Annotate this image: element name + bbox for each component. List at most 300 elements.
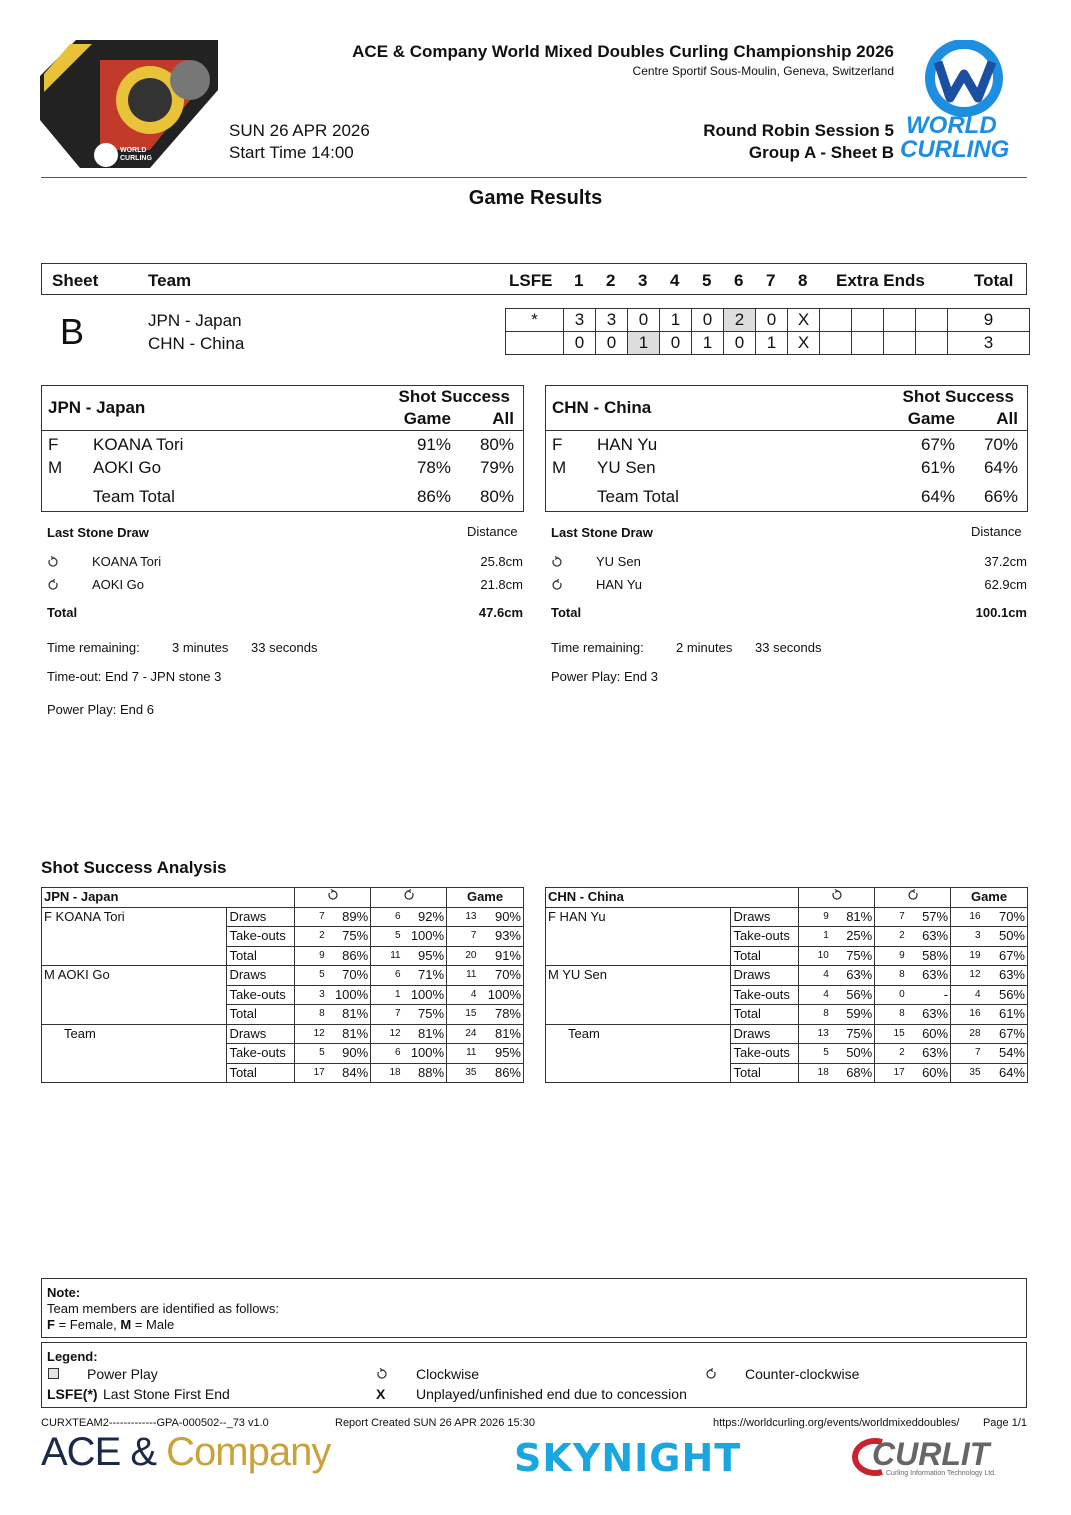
analysis-group-label: F KOANA Tori — [42, 907, 227, 966]
game-count: 16 — [951, 907, 981, 927]
end-header-4: 4 — [670, 271, 680, 290]
team-total-game: 64% — [920, 487, 955, 506]
shot-success-label: Shot Success — [902, 387, 1014, 406]
note-line: Team members are identified as follows: — [47, 1301, 279, 1316]
ccw-pct: 58% — [905, 946, 951, 966]
player-game-pct: 67% — [920, 435, 955, 454]
lsd-player: HAN Yu — [596, 577, 643, 592]
ccw-count: 5 — [371, 927, 401, 947]
analysis-group-label: M YU Sen — [546, 966, 731, 1025]
analysis-shot-type: Total — [731, 1063, 799, 1083]
world-curling-logo — [898, 40, 1030, 166]
score-row — [506, 309, 1030, 332]
game-pct: 67% — [981, 946, 1028, 966]
player-game-pct: 78% — [416, 458, 451, 477]
game-count: 20 — [447, 946, 477, 966]
analysis-shot-type: Total — [227, 1005, 295, 1025]
cw-pct: 89% — [325, 907, 371, 927]
end-score: 0 — [660, 332, 692, 355]
cw-pct: 75% — [325, 927, 371, 947]
world-curling-logo-line2: CURLING — [900, 136, 1010, 163]
sheet-letter: B — [60, 311, 85, 352]
analysis-shot-type: Take-outs — [227, 1044, 295, 1064]
cw-count: 4 — [799, 985, 829, 1005]
legend-clockwise: Clockwise — [416, 1366, 480, 1382]
scoreboard-header — [41, 263, 1027, 295]
game-pct: 70% — [476, 966, 523, 986]
lsd-distance: 62.9cm — [984, 577, 1027, 592]
extra-end — [884, 309, 916, 332]
clockwise-icon — [831, 889, 843, 901]
score-table — [505, 308, 1030, 355]
extra-ends-header: Extra Ends — [836, 271, 925, 290]
player-name: YU Sen — [597, 458, 656, 477]
ccw-pct: 100% — [401, 1044, 447, 1064]
analysis-game-header: Game — [951, 888, 1028, 908]
curlit-logo-text: CURLIT — [872, 1436, 990, 1472]
clockwise-icon — [376, 1368, 388, 1380]
score-row — [506, 332, 1030, 355]
end-score: 0 — [596, 332, 628, 355]
lsd-total-label: Total — [551, 605, 582, 620]
world-curling-logo-line1: WORLD — [906, 112, 997, 139]
cw-count: 9 — [295, 946, 325, 966]
team-box-jpn — [41, 385, 524, 512]
ccw-pct: 75% — [401, 1005, 447, 1025]
lsfe-cell — [506, 332, 564, 355]
lsd-player: YU Sen — [596, 554, 641, 569]
team-box-head — [546, 386, 1027, 431]
footer-page: Page 1/1 — [982, 1417, 1027, 1429]
team-total-row — [42, 487, 523, 509]
end-score-power-play: 1 — [628, 332, 660, 355]
lsd-player: KOANA Tori — [92, 554, 162, 569]
lsd-total-label: Total — [47, 605, 78, 620]
cw-pct: 68% — [829, 1063, 875, 1083]
analysis-header-row — [546, 888, 1028, 908]
player-row — [42, 435, 523, 457]
game-count: 16 — [951, 1005, 981, 1025]
player-position: F — [552, 435, 563, 454]
analysis-shot-type: Take-outs — [731, 985, 799, 1005]
analysis-shot-type: Draws — [731, 1024, 799, 1044]
analysis-shot-type: Total — [227, 946, 295, 966]
lsd-title: Last Stone Draw — [47, 525, 149, 540]
player-game-pct: 61% — [920, 458, 955, 477]
team-name: CHN - China — [552, 398, 652, 417]
table-row — [42, 907, 524, 927]
event-venue: Centre Sportif Sous-Moulin, Geneva, Switzerland — [632, 64, 894, 78]
cw-count: 5 — [295, 1044, 325, 1064]
cw-count: 3 — [295, 985, 325, 1005]
cw-count: 13 — [799, 1024, 829, 1044]
ccw-count: 7 — [875, 907, 905, 927]
player-all-pct: 64% — [983, 458, 1018, 477]
extra-end — [820, 309, 852, 332]
analysis-team-name: JPN - Japan — [42, 888, 295, 908]
player-row — [546, 458, 1027, 480]
total-score: 3 — [948, 332, 1030, 355]
player-position: F — [48, 435, 59, 454]
analysis-shot-type: Take-outs — [731, 927, 799, 947]
cw-count: 5 — [295, 966, 325, 986]
clockwise-icon — [551, 556, 563, 568]
group-sheet: Group A - Sheet B — [748, 143, 894, 162]
clockwise-icon — [327, 889, 339, 901]
legend-x-text: Unplayed/unfinished end due to concession — [416, 1386, 687, 1402]
lsd-distance: 37.2cm — [984, 554, 1027, 569]
total-score: 9 — [948, 309, 1030, 332]
analysis-game-header: Game — [447, 888, 524, 908]
analysis-shot-type: Take-outs — [227, 927, 295, 947]
end-score: 0 — [756, 309, 788, 332]
end-score-power-play: 2 — [724, 309, 756, 332]
legend-title: Legend: — [47, 1349, 98, 1364]
ccw-count: 8 — [875, 966, 905, 986]
sheet-header: Sheet — [52, 271, 99, 290]
cw-count: 17 — [295, 1063, 325, 1083]
ccw-count: 0 — [875, 985, 905, 1005]
ccw-pct: 100% — [401, 985, 447, 1005]
ccw-count: 8 — [875, 1005, 905, 1025]
curlit-logo-sub: Curling Information Technology Ltd. — [886, 1470, 996, 1477]
ccw-count: 1 — [371, 985, 401, 1005]
cw-count: 5 — [799, 1044, 829, 1064]
ccw-pct: 81% — [401, 1024, 447, 1044]
game-count: 11 — [447, 1044, 477, 1064]
analysis-ccw-header — [875, 888, 951, 908]
game-count: 7 — [951, 1044, 981, 1064]
game-label: Game — [403, 409, 451, 428]
player-position: M — [552, 458, 567, 477]
game-pct: 64% — [981, 1063, 1028, 1083]
analysis-shot-type: Take-outs — [227, 985, 295, 1005]
note-m-key: M — [120, 1317, 132, 1332]
cw-count: 8 — [295, 1005, 325, 1025]
ccw-count: 15 — [875, 1024, 905, 1044]
game-pct: 61% — [981, 1005, 1028, 1025]
lsfe-cell: * — [506, 309, 564, 332]
end-score: 3 — [596, 309, 628, 332]
counter-clockwise-icon — [705, 1368, 717, 1380]
analysis-group-label: Team — [546, 1024, 731, 1083]
cw-pct: 25% — [829, 927, 875, 947]
event-title: ACE & Company World Mixed Doubles Curling Championship 2026 — [352, 42, 894, 61]
table-row — [42, 1024, 524, 1044]
time-remaining-seconds: 33 seconds — [251, 640, 318, 655]
cw-count: 4 — [799, 966, 829, 986]
extra-end — [884, 332, 916, 355]
time-remaining-label: Time remaining: — [551, 640, 644, 655]
cw-count: 1 — [799, 927, 829, 947]
game-count: 24 — [447, 1024, 477, 1044]
game-count: 12 — [951, 966, 981, 986]
team-total-all: 66% — [983, 487, 1018, 506]
ccw-pct: 60% — [905, 1024, 951, 1044]
ccw-pct: 63% — [905, 927, 951, 947]
game-label: Game — [907, 409, 955, 428]
cw-pct: 90% — [325, 1044, 371, 1064]
team-total-row — [546, 487, 1027, 509]
lsd-total: 100.1cm — [975, 605, 1027, 620]
end-score: 1 — [756, 332, 788, 355]
analysis-team-name: CHN - China — [546, 888, 799, 908]
game-count: 15 — [447, 1005, 477, 1025]
analysis-shot-type: Draws — [227, 1024, 295, 1044]
table-row — [546, 1024, 1028, 1044]
ccw-count: 2 — [875, 1044, 905, 1064]
team-total-all: 80% — [479, 487, 514, 506]
game-count: 35 — [951, 1063, 981, 1083]
player-all-pct: 70% — [983, 435, 1018, 454]
power-play-note: Power Play: End 3 — [551, 669, 658, 684]
player-name: KOANA Tori — [93, 435, 184, 454]
game-count: 11 — [447, 966, 477, 986]
time-remaining-minutes: 2 minutes — [676, 640, 733, 655]
analysis-shot-type: Draws — [731, 907, 799, 927]
game-pct: 95% — [476, 1044, 523, 1064]
analysis-shot-type: Draws — [227, 907, 295, 927]
extra-end — [916, 309, 948, 332]
analysis-cw-header — [799, 888, 875, 908]
cw-pct: 59% — [829, 1005, 875, 1025]
end-header-1: 1 — [574, 271, 584, 290]
end-header-8: 8 — [798, 271, 808, 290]
game-pct: 63% — [981, 966, 1028, 986]
cw-count: 2 — [295, 927, 325, 947]
note-f-key: F — [47, 1317, 55, 1332]
ccw-pct: 60% — [905, 1063, 951, 1083]
table-row — [546, 966, 1028, 986]
header-divider — [41, 177, 1027, 178]
lsd-player: AOKI Go — [92, 577, 145, 592]
cw-count: 7 — [295, 907, 325, 927]
game-pct: 90% — [476, 907, 523, 927]
game-pct: 78% — [476, 1005, 523, 1025]
analysis-title: Shot Success Analysis — [41, 858, 227, 877]
end-score: 1 — [692, 332, 724, 355]
ccw-pct: 57% — [905, 907, 951, 927]
end-score: 1 — [660, 309, 692, 332]
ccw-count: 12 — [371, 1024, 401, 1044]
team-box-chn — [545, 385, 1028, 512]
end-header-6: 6 — [734, 271, 744, 290]
extra-end — [852, 309, 884, 332]
ccw-count: 18 — [371, 1063, 401, 1083]
end-score: X — [788, 309, 820, 332]
note-title: Note: — [47, 1285, 81, 1300]
event-logo-small-text: WORLD CURLING — [120, 147, 152, 162]
legend-power-play: Power Play — [87, 1366, 158, 1382]
ccw-pct: 92% — [401, 907, 447, 927]
cw-pct: 50% — [829, 1044, 875, 1064]
analysis-shot-type: Total — [731, 1005, 799, 1025]
all-label: All — [996, 409, 1018, 428]
ccw-count: 11 — [371, 946, 401, 966]
game-pct: 81% — [476, 1024, 523, 1044]
team-total-label: Team Total — [93, 487, 175, 506]
counter-clockwise-icon — [907, 889, 919, 901]
legend-box — [41, 1342, 1027, 1408]
end-score: 0 — [724, 332, 756, 355]
cw-pct: 86% — [325, 946, 371, 966]
timeout-note: Time-out: End 7 - JPN stone 3 — [47, 669, 222, 684]
game-count: 19 — [951, 946, 981, 966]
note-key-line — [47, 1317, 1021, 1333]
game-pct: 100% — [476, 985, 523, 1005]
power-play-swatch — [48, 1368, 59, 1379]
game-pct: 93% — [476, 927, 523, 947]
cw-pct: 81% — [829, 907, 875, 927]
time-remaining-minutes: 3 minutes — [172, 640, 229, 655]
analysis-shot-type: Total — [227, 1063, 295, 1083]
team-name: JPN - Japan — [48, 398, 146, 417]
analysis-shot-type: Total — [731, 946, 799, 966]
counter-clockwise-icon — [551, 579, 563, 591]
end-header-3: 3 — [638, 271, 648, 290]
cw-pct: 75% — [829, 946, 875, 966]
game-pct: 91% — [476, 946, 523, 966]
ccw-count: 7 — [371, 1005, 401, 1025]
cw-pct: 100% — [325, 985, 371, 1005]
extra-end — [916, 332, 948, 355]
cw-pct: 56% — [829, 985, 875, 1005]
power-play-note: Power Play: End 6 — [47, 702, 154, 717]
end-score: 0 — [628, 309, 660, 332]
total-header: Total — [974, 271, 1014, 290]
player-all-pct: 79% — [479, 458, 514, 477]
ccw-pct: 95% — [401, 946, 447, 966]
score-team-1: JPN - Japan — [148, 311, 242, 330]
lsfe-header: LSFE — [509, 271, 553, 290]
lsd-distance: 25.8cm — [480, 554, 523, 569]
ace-company-logo-text: ACE & Company — [41, 1430, 331, 1474]
all-label: All — [492, 409, 514, 428]
extra-end — [852, 332, 884, 355]
ace-company-logo — [41, 1430, 330, 1475]
analysis-table-jpn — [41, 887, 524, 1083]
ccw-pct: - — [905, 985, 951, 1005]
footer-url[interactable]: https://worldcurling.org/events/worldmixeddoubles/ — [713, 1417, 960, 1429]
footer-code: CURXTEAM2-------------GPA-000502--_73 v1.0 — [41, 1417, 269, 1429]
player-name: AOKI Go — [93, 458, 162, 477]
game-pct: 56% — [981, 985, 1028, 1005]
game-count: 35 — [447, 1063, 477, 1083]
player-all-pct: 80% — [479, 435, 514, 454]
game-pct: 54% — [981, 1044, 1028, 1064]
analysis-group-label: M AOKI Go — [42, 966, 227, 1025]
ccw-pct: 100% — [401, 927, 447, 947]
end-score: 3 — [564, 309, 596, 332]
clockwise-icon — [47, 556, 59, 568]
analysis-shot-type: Draws — [731, 966, 799, 986]
game-pct: 86% — [476, 1063, 523, 1083]
cw-count: 9 — [799, 907, 829, 927]
footer-report-created: Report Created SUN 26 APR 2026 15:30 — [335, 1417, 535, 1429]
lsd-title: Last Stone Draw — [551, 525, 653, 540]
counter-clockwise-icon — [403, 889, 415, 901]
game-pct: 70% — [981, 907, 1028, 927]
game-count: 3 — [951, 927, 981, 947]
cw-count: 12 — [295, 1024, 325, 1044]
game-count: 4 — [447, 985, 477, 1005]
player-position: M — [48, 458, 63, 477]
page-title: Game Results — [468, 187, 603, 209]
session: Round Robin Session 5 — [703, 121, 894, 140]
ccw-pct: 63% — [905, 1005, 951, 1025]
table-row — [546, 907, 1028, 927]
analysis-cw-header — [295, 888, 371, 908]
shot-success-label: Shot Success — [398, 387, 510, 406]
legend-lsfe-text: Last Stone First End — [103, 1386, 230, 1402]
ccw-pct: 71% — [401, 966, 447, 986]
team-total-game: 86% — [416, 487, 451, 506]
ccw-count: 6 — [371, 1044, 401, 1064]
ccw-count: 17 — [875, 1063, 905, 1083]
analysis-ccw-header — [371, 888, 447, 908]
game-pct: 67% — [981, 1024, 1028, 1044]
cw-pct: 75% — [829, 1024, 875, 1044]
team-total-label: Team Total — [597, 487, 679, 506]
ccw-count: 6 — [371, 966, 401, 986]
ccw-count: 9 — [875, 946, 905, 966]
lsd-total: 47.6cm — [478, 605, 523, 620]
team-box-head — [42, 386, 523, 431]
skynight-logo: SKYNIGHT — [514, 1436, 742, 1480]
cw-pct: 63% — [829, 966, 875, 986]
game-pct: 50% — [981, 927, 1028, 947]
player-name: HAN Yu — [597, 435, 658, 454]
time-remaining-label: Time remaining: — [47, 640, 140, 655]
lsd-distance-label: Distance — [971, 524, 1022, 539]
table-row — [42, 966, 524, 986]
ccw-pct: 63% — [905, 1044, 951, 1064]
analysis-header-row — [42, 888, 524, 908]
end-header-5: 5 — [702, 271, 712, 290]
ccw-count: 6 — [371, 907, 401, 927]
player-row — [546, 435, 1027, 457]
end-header-7: 7 — [766, 271, 776, 290]
analysis-group-label: F HAN Yu — [546, 907, 731, 966]
end-header-2: 2 — [606, 271, 616, 290]
cw-pct: 81% — [325, 1005, 371, 1025]
team-header: Team — [148, 271, 192, 290]
game-count: 7 — [447, 927, 477, 947]
game-count: 4 — [951, 985, 981, 1005]
end-score: 0 — [564, 332, 596, 355]
counter-clockwise-icon — [47, 579, 59, 591]
lsd-distance-label: Distance — [467, 524, 518, 539]
ccw-count: 2 — [875, 927, 905, 947]
cw-pct: 84% — [325, 1063, 371, 1083]
player-row — [42, 458, 523, 480]
analysis-shot-type: Draws — [227, 966, 295, 986]
player-game-pct: 91% — [416, 435, 451, 454]
event-logo — [40, 40, 222, 170]
analysis-shot-type: Take-outs — [731, 1044, 799, 1064]
ccw-pct: 88% — [401, 1063, 447, 1083]
cw-pct: 81% — [325, 1024, 371, 1044]
lsd-distance: 21.8cm — [480, 577, 523, 592]
cw-count: 10 — [799, 946, 829, 966]
start-time: Start Time 14:00 — [229, 143, 354, 162]
time-remaining-seconds: 33 seconds — [755, 640, 822, 655]
cw-pct: 70% — [325, 966, 371, 986]
analysis-group-label: Team — [42, 1024, 227, 1083]
score-team-2: CHN - China — [148, 334, 245, 353]
end-score: 0 — [692, 309, 724, 332]
analysis-table-chn — [545, 887, 1028, 1083]
